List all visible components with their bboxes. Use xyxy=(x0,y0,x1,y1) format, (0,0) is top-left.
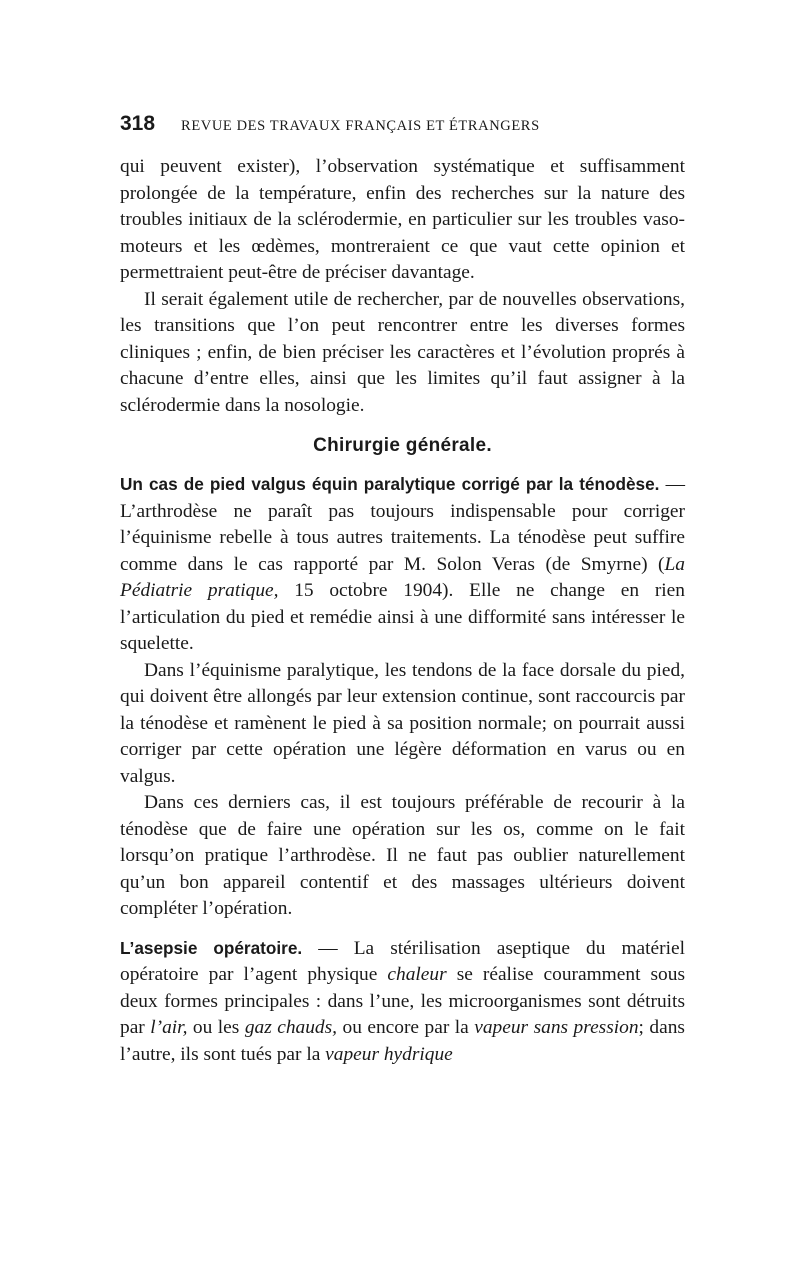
article-tenodese-paragraph-3: Dans ces derniers cas, il est toujours préférable de recourir à la ténodèse que de faire une opération sur les os, comme on le fait lorsqu’on pratique l’arthrodèse. Il ne faut pas oublier naturellement qu’un bon appareil contentif et des massages ultérieurs doivent compléter l’opération. xyxy=(120,792,685,919)
article-asepsie-italic-1: chaleur xyxy=(387,964,447,985)
article-asepsie-text-4: ou encore par la xyxy=(337,1017,475,1038)
article-tenodese-lead: — L’arthrodèse ne paraît pas toujours indispensable pour corriger l’équinisme rebelle à tous autres traitements. La ténodèse peut suffire comme dans le cas rapporté par M. Solon Veras (de Smyrne) ( xyxy=(120,474,685,575)
article-tenodese-intro xyxy=(120,471,685,658)
section-heading: Chirurgie générale. xyxy=(313,435,492,456)
article-tenodese-source: La Pédiatrie pratique, xyxy=(120,553,685,601)
article-tenodese-lead-end: 15 octobre 1904). Elle ne change en rien l’articulation du pied et remédie ainsi à une difformité sans intéresser le squelette. xyxy=(120,580,685,654)
paragraph-observations: Il serait également utile de rechercher, par de nouvelles observations, les transitions que l’on peut rencontrer entre les diverses formes cliniques ; enfin, de bien préciser les caractères et l’évolution proprés à chacune d’entre elles, ainsi que les limites qu’il faut assigner à la sclérodermie dans la nosologie. xyxy=(120,288,685,416)
article-asepsie-italic-4: vapeur sans pression xyxy=(474,1017,639,1038)
article-asepsie-title: L’asepsie opératoire. xyxy=(120,937,303,958)
article-asepsie-italic-5: vapeur hydrique xyxy=(325,1043,453,1065)
document-page xyxy=(120,112,685,1068)
page-number: 318 xyxy=(120,112,156,135)
article-gap xyxy=(120,923,685,935)
running-head xyxy=(120,112,685,146)
running-title: REVUE DES TRAVAUX FRANÇAIS ET ÉTRANGERS xyxy=(181,118,540,134)
article-tenodese-paragraph-2: Dans l’équinisme paralytique, les tendons de la face dorsale du pied, qui doivent être allongés par leur extension continue, sont raccourcis par la ténodèse et ramènent le pied à sa position normale; on pourrait aussi corriger par cette opération une légère déformation en varus ou en valgus. xyxy=(120,659,685,787)
paragraph-continuation: qui peuvent exister), l’observation systématique et suffisamment prolongée de la température, enfin des recherches sur la nature des troubles initiaux de la sclérodermie, en particulier sur les troubles vaso-moteurs et les œdèmes, montreraient ce que vaut cette opinion et permettraient peut-être de préciser davantage. xyxy=(120,156,685,283)
article-asepsie-italic-3: gaz chauds, xyxy=(244,1017,338,1038)
article-asepsie-intro xyxy=(120,935,685,1069)
article-asepsie-italic-2: l’air, xyxy=(150,1017,188,1038)
article-asepsie-text-3: ou les xyxy=(187,1017,245,1038)
article-asepsie-text-1: — La stérilisation aseptique du matériel opératoire par l’agent physique xyxy=(120,937,685,985)
article-asepsie-text-2: se réalise couramment sous deux formes principales : dans l’une, les microorganismes sont détruits par xyxy=(120,964,685,1038)
article-asepsie-text-5: ; dans l’autre, ils sont tués par la xyxy=(120,1017,685,1065)
article-tenodese-title: Un cas de pied valgus équin paralytique corrigé par la ténodèse. xyxy=(120,474,660,494)
